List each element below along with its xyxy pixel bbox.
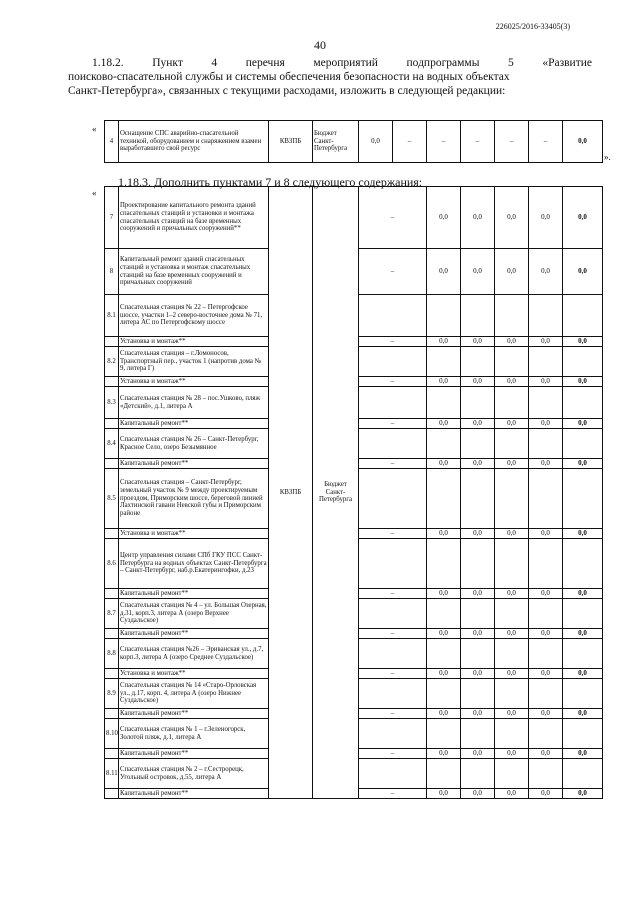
- cell-value: –: [359, 749, 427, 759]
- cell-value: 0,0: [529, 419, 563, 429]
- cell-value: 0,0: [495, 529, 529, 539]
- cell-value: [495, 719, 529, 749]
- cell-value-total: 0,0: [563, 249, 603, 295]
- cell-value: [427, 347, 461, 377]
- cell-value: [529, 387, 563, 419]
- cell-value: 0,0: [427, 249, 461, 295]
- cell-value: [359, 387, 427, 419]
- cell-value: 0,0: [427, 337, 461, 347]
- cell-value-total: 0,0: [563, 377, 603, 387]
- cell-value-total: 0,0: [563, 529, 603, 539]
- cell-value: [461, 429, 495, 459]
- paragraph-line-2: поисково-спасательной службы и системы обеспечения безопасности на водных объектах: [68, 71, 510, 83]
- row-number: [105, 459, 119, 469]
- cell-value: [461, 347, 495, 377]
- cell-value: 0,0: [427, 749, 461, 759]
- cell-value-total: [563, 719, 603, 749]
- row-number: 8.8: [105, 639, 119, 669]
- row-name: Спасательная станция № 22 – Петергофское шоссе, участки 1–2 северо-восточнее дома № 71, литера АС по Петергофскому шоссе: [119, 295, 269, 337]
- cell-value: [529, 719, 563, 749]
- cell-value: 0,0: [427, 187, 461, 249]
- row-number: [105, 749, 119, 759]
- row-name: Спасательная станция № 26 – Санкт-Петербург, Красное Село, озеро Безымянное: [119, 429, 269, 459]
- cell-value: 0,0: [529, 709, 563, 719]
- cell-value: 0,0: [495, 377, 529, 387]
- cell-value: [461, 679, 495, 709]
- cell-value: 0,0: [495, 589, 529, 599]
- cell-value: 0,0: [529, 789, 563, 799]
- cell-value-total: [563, 295, 603, 337]
- cell-value: [495, 679, 529, 709]
- cell-value: –: [359, 629, 427, 639]
- paragraph-1-18-2: [68, 56, 592, 98]
- cell-value: [461, 295, 495, 337]
- cell-value: [427, 679, 461, 709]
- cell-value: [359, 429, 427, 459]
- cell-value: [529, 759, 563, 789]
- para-word: мероприятий: [313, 57, 378, 69]
- cell-value: 0,0: [495, 709, 529, 719]
- row-source: Бюджет Санкт-Петербурга: [313, 121, 359, 163]
- cell-value-total: 0,0: [563, 337, 603, 347]
- cell-value: 0,0: [495, 669, 529, 679]
- cell-value: 0,0: [461, 377, 495, 387]
- row-number: [105, 377, 119, 387]
- cell-value: 0,0: [427, 529, 461, 539]
- cell-value: 0,0: [529, 377, 563, 387]
- row-name: Проектирование капитального ремонта зданий спасательных станций и установки и монтажа спасательных станций на базе временных сооружений и причальных сооружений**: [119, 187, 269, 249]
- row-name: Спасательная станция № 14 «Старо-Орловская ул., д.17, корп. 4, литера А (озеро Нижнее Суздальское): [119, 679, 269, 709]
- cell-value: [427, 719, 461, 749]
- paragraph-line-3: Санкт-Петербурга», связанных с текущими расходами, изложить в следующей редакции:: [68, 85, 506, 97]
- cell-value: [359, 719, 427, 749]
- cell-value: 0,0: [529, 249, 563, 295]
- cell-value: [495, 639, 529, 669]
- cell-value: 0,0: [359, 121, 393, 163]
- cell-value-total: [563, 759, 603, 789]
- table-row: [105, 121, 603, 163]
- cell-value: 0,0: [529, 669, 563, 679]
- cell-value: 0,0: [495, 187, 529, 249]
- row-work-type: Капитальный ремонт**: [119, 459, 269, 469]
- row-number: 8.5: [105, 469, 119, 529]
- row-number: [105, 419, 119, 429]
- cell-value: –: [359, 377, 427, 387]
- cell-value: [495, 539, 529, 589]
- cell-value: –: [359, 589, 427, 599]
- cell-value: [359, 469, 427, 529]
- para-word: 4: [211, 57, 218, 69]
- row-work-type: Установка и монтаж**: [119, 377, 269, 387]
- cell-value: [427, 539, 461, 589]
- cell-value: [427, 599, 461, 629]
- cell-value: –: [461, 121, 495, 163]
- row-name: Спасательная станция № 28 – пос.Ушково, пляж «Детский», д.1, литера А: [119, 387, 269, 419]
- cell-value: –: [529, 121, 563, 163]
- row-number: 7: [105, 187, 119, 249]
- cell-value: [359, 295, 427, 337]
- cell-value-total: 0,0: [563, 187, 603, 249]
- para-word: «Развитие: [542, 57, 592, 69]
- cell-value: [461, 719, 495, 749]
- cell-value: 0,0: [461, 669, 495, 679]
- paragraph-1-18-3: 1.18.3. Дополнить пунктами 7 и 8 следующего содержания:: [118, 175, 423, 189]
- row-name: Спасательная станция № 4 – ул. Большая Озерная, д.31, корп.3, литера А (озеро Верхнее Суздальское): [119, 599, 269, 629]
- cell-value: –: [359, 789, 427, 799]
- row-number: 8.9: [105, 679, 119, 709]
- cell-value-total: [563, 639, 603, 669]
- cell-value: –: [359, 419, 427, 429]
- executor-cell: КВЗПБ: [269, 187, 313, 799]
- cell-value: 0,0: [461, 749, 495, 759]
- cell-value-total: 0,0: [563, 589, 603, 599]
- cell-value: [359, 599, 427, 629]
- para-word: 5: [508, 57, 514, 69]
- row-name: Оснащение СПС аварийно-спасательной техникой, оборудованием и снаряжением взамен выработавшего свой ресурс: [119, 121, 269, 163]
- cell-value: 0,0: [461, 789, 495, 799]
- row-number: 8.7: [105, 599, 119, 629]
- cell-value: [427, 759, 461, 789]
- cell-value: [495, 387, 529, 419]
- cell-value-total: [563, 539, 603, 589]
- row-work-type: Капитальный ремонт**: [119, 709, 269, 719]
- cell-value-total: [563, 679, 603, 709]
- cell-value: [529, 469, 563, 529]
- cell-value: 0,0: [461, 709, 495, 719]
- cell-value: 0,0: [461, 529, 495, 539]
- cell-value: 0,0: [529, 589, 563, 599]
- cell-value-total: 0,0: [563, 669, 603, 679]
- row-number: [105, 529, 119, 539]
- row-name: Спасательная станция №26 – Эриванская ул., д.7, корп.3, литера А (озеро Среднее Суздальское): [119, 639, 269, 669]
- cell-value: [495, 599, 529, 629]
- cell-value: 0,0: [427, 589, 461, 599]
- row-work-type: Установка и монтаж**: [119, 669, 269, 679]
- cell-value: [359, 539, 427, 589]
- cell-value: [461, 539, 495, 589]
- row-number: 8.2: [105, 347, 119, 377]
- row-number: 8.10: [105, 719, 119, 749]
- document-id: 226025/2016-33405(3): [495, 22, 570, 31]
- cell-value: –: [359, 459, 427, 469]
- cell-value: –: [393, 121, 427, 163]
- cell-value: –: [359, 709, 427, 719]
- cell-value-total: 0,0: [563, 709, 603, 719]
- cell-value: 0,0: [529, 459, 563, 469]
- cell-value: [461, 599, 495, 629]
- cell-value: 0,0: [529, 187, 563, 249]
- row-number: 8: [105, 249, 119, 295]
- row-number: 8.1: [105, 295, 119, 337]
- cell-value: 0,0: [495, 749, 529, 759]
- cell-value: –: [495, 121, 529, 163]
- table-row: [105, 187, 603, 249]
- cell-value-total: 0,0: [563, 121, 603, 163]
- row-name: Спасательная станция – Санкт-Петербург, земельный участок № 9 между проектируемым проездом, Приморским шоссе, береговой линией Лахтинской гавани Невской губы и Приморским районе: [119, 469, 269, 529]
- cell-value: 0,0: [495, 419, 529, 429]
- row-number: [105, 709, 119, 719]
- cell-value: [529, 599, 563, 629]
- cell-value: 0,0: [529, 629, 563, 639]
- cell-value: 0,0: [495, 337, 529, 347]
- page-number: 40: [314, 38, 326, 52]
- table-items-7-8: [104, 186, 603, 799]
- cell-value: [529, 679, 563, 709]
- cell-value: [359, 347, 427, 377]
- cell-value-total: [563, 599, 603, 629]
- cell-value-total: [563, 469, 603, 529]
- cell-value: –: [359, 669, 427, 679]
- cell-value: –: [427, 121, 461, 163]
- cell-value: [461, 759, 495, 789]
- open-quote: «: [92, 124, 97, 134]
- row-number: [105, 629, 119, 639]
- row-executor: КВЗПБ: [269, 121, 313, 163]
- row-number: [105, 669, 119, 679]
- row-name: Спасательная станция № 2 – г.Сестрорецк, Угольный островок, д.55, литера А: [119, 759, 269, 789]
- cell-value: –: [359, 187, 427, 249]
- open-quote: «: [92, 188, 97, 198]
- cell-value: [495, 429, 529, 459]
- cell-value: [359, 759, 427, 789]
- cell-value-total: [563, 387, 603, 419]
- cell-value-total: 0,0: [563, 459, 603, 469]
- row-name: Капитальный ремонт зданий спасательных станций и установка и монтаж спасательных станций на базе временных сооружений и причальных сооружений: [119, 249, 269, 295]
- cell-value: [461, 639, 495, 669]
- cell-value: 0,0: [461, 459, 495, 469]
- row-number: 8.4: [105, 429, 119, 459]
- cell-value: [529, 539, 563, 589]
- row-work-type: Капитальный ремонт**: [119, 589, 269, 599]
- cell-value: 0,0: [461, 589, 495, 599]
- cell-value: [495, 759, 529, 789]
- cell-value: 0,0: [529, 337, 563, 347]
- cell-value: [529, 429, 563, 459]
- cell-value: 0,0: [427, 629, 461, 639]
- cell-value: 0,0: [495, 459, 529, 469]
- cell-value: 0,0: [427, 789, 461, 799]
- cell-value: [427, 429, 461, 459]
- cell-value-total: 0,0: [563, 789, 603, 799]
- cell-value: [427, 639, 461, 669]
- row-work-type: Капитальный ремонт**: [119, 419, 269, 429]
- cell-value: [427, 469, 461, 529]
- row-number: 8.6: [105, 539, 119, 589]
- cell-value: 0,0: [529, 749, 563, 759]
- cell-value: 0,0: [529, 529, 563, 539]
- cell-value: [427, 295, 461, 337]
- table-item-4: [104, 120, 603, 163]
- cell-value: 0,0: [461, 249, 495, 295]
- row-work-type: Установка и монтаж**: [119, 529, 269, 539]
- row-work-type: Установка и монтаж**: [119, 337, 269, 347]
- cell-value: [359, 639, 427, 669]
- cell-value: 0,0: [427, 419, 461, 429]
- cell-value: 0,0: [461, 187, 495, 249]
- cell-value: [529, 639, 563, 669]
- cell-value: 0,0: [427, 459, 461, 469]
- cell-value: –: [359, 529, 427, 539]
- para-word: подпрограммы: [406, 57, 480, 69]
- row-number: [105, 789, 119, 799]
- row-number: 8.3: [105, 387, 119, 419]
- cell-value: 0,0: [427, 709, 461, 719]
- cell-value: –: [359, 337, 427, 347]
- cell-value: 0,0: [461, 419, 495, 429]
- paragraph-first-line: [92, 56, 592, 70]
- row-name: Центр управления силами СПб ГКУ ПСС Санкт-Петербурга на водных объектах Санкт-Петербурга – Санкт-Петербург, наб.р.Екатерингофки, д.23: [119, 539, 269, 589]
- row-number: 4: [105, 121, 119, 163]
- cell-value: 0,0: [461, 629, 495, 639]
- cell-value: [529, 295, 563, 337]
- row-number: [105, 337, 119, 347]
- cell-value: [495, 347, 529, 377]
- cell-value-total: 0,0: [563, 749, 603, 759]
- row-work-type: Капитальный ремонт**: [119, 629, 269, 639]
- cell-value: [529, 347, 563, 377]
- funding-source-cell: Бюджет Санкт-Петербурга: [313, 187, 359, 799]
- cell-value: [427, 387, 461, 419]
- cell-value: 0,0: [495, 249, 529, 295]
- row-work-type: Капитальный ремонт**: [119, 789, 269, 799]
- cell-value-total: 0,0: [563, 629, 603, 639]
- cell-value: 0,0: [495, 629, 529, 639]
- cell-value-total: [563, 347, 603, 377]
- cell-value: –: [359, 249, 427, 295]
- cell-value-total: [563, 429, 603, 459]
- cell-value: 0,0: [427, 669, 461, 679]
- row-number: 8.11: [105, 759, 119, 789]
- cell-value: [495, 469, 529, 529]
- row-name: Спасательная станция № 1 – г.Зеленогорск, Золотой пляж, д.1, литера А: [119, 719, 269, 749]
- cell-value: [461, 469, 495, 529]
- cell-value: 0,0: [495, 789, 529, 799]
- row-number: [105, 589, 119, 599]
- cell-value: [461, 387, 495, 419]
- para-word: перечня: [245, 57, 285, 69]
- row-name: Спасательная станция – г.Ломоносов, Транспортный пер., участок 1 (напротив дома № 9, литера Г): [119, 347, 269, 377]
- close-quote: ».: [604, 152, 611, 162]
- cell-value: 0,0: [461, 337, 495, 347]
- cell-value-total: 0,0: [563, 419, 603, 429]
- cell-value: 0,0: [427, 377, 461, 387]
- para-word: 1.18.2.: [92, 57, 124, 69]
- row-work-type: Капитальный ремонт**: [119, 749, 269, 759]
- cell-value: [495, 295, 529, 337]
- cell-value: [359, 679, 427, 709]
- para-word: Пункт: [152, 57, 183, 69]
